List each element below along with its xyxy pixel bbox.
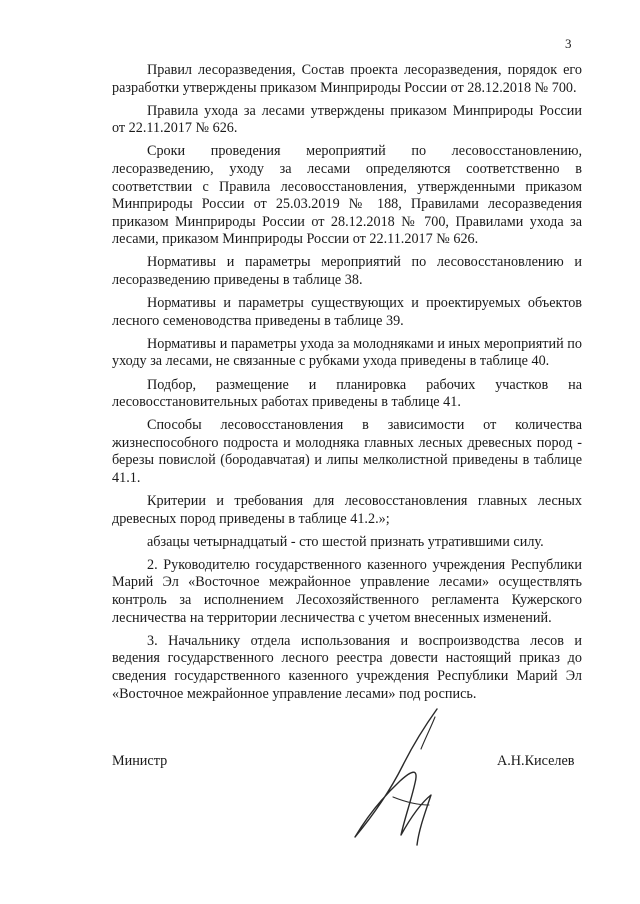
- document-body: [112, 62, 582, 709]
- paragraph-11: 2. Руководителю государственного казенного учреждения Республики Марий Эл «Восточное межрайонное управление лесами» осуществлять контроль за исполнением Лесохозяйственного регламента Кужерского лесничества на территории лесничества с учетом внесенных изменений.: [112, 556, 582, 626]
- paragraph-2: Правила ухода за лесами утверждены приказом Минприроды России от 22.11.2017 № 626.: [112, 102, 582, 137]
- paragraph-4: Нормативы и параметры мероприятий по лесовосстановлению и лесоразведению приведены в таблице 38.: [112, 254, 582, 289]
- paragraph-6: Нормативы и параметры ухода за молодняками и иных мероприятий по уходу за лесами, не связанные с рубками ухода приведены в таблице 40.: [112, 335, 582, 370]
- paragraph-1: Правил лесоразведения, Состав проекта лесоразведения, порядок его разработки утверждены приказом Минприроды России от 28.12.2018 № 700.: [112, 62, 582, 96]
- signatory-name: А.Н.Киселев: [497, 753, 575, 769]
- paragraph-12: 3. Начальнику отдела использования и воспроизводства лесов и ведения государственного лесного реестра довести настоящий приказ до сведения государственного казенного учреждения Республики Марий Эл «Восточное межрайонное управление лесами» под роспись.: [112, 632, 582, 702]
- paragraph-5: Нормативы и параметры существующих и проектируемых объектов лесного семеноводства приведены в таблице 39.: [112, 295, 582, 329]
- signatory-position: Министр: [112, 753, 168, 769]
- paragraph-9: Критерии и требования для лесовосстановления главных лесных древесных пород приведены в таблице 41.2.»;: [112, 493, 582, 527]
- paragraph-10: абзацы четырнадцатый - сто шестой признать утратившими силу.: [147, 533, 544, 550]
- paragraph-7: Подбор, размещение и планировка рабочих участков на лесовосстановительных работах приведены в таблице 41.: [112, 376, 582, 411]
- paragraph-3: Сроки проведения мероприятий по лесовосстановлению, лесоразведению, уходу за лесами определяются соответственно в соответствии с Правила лесовосстановления, утвержденными приказом Минприроды России от 25.03.2019 № 188, Правилами лесоразведения приказом Минприроды России от 28.12.2018 № 700, Правилами ухода за лесами, приказом Минприроды России от 22.11.2017 № 626.: [112, 143, 582, 248]
- page-number: 3: [565, 36, 572, 51]
- handwritten-signature: [345, 705, 445, 850]
- paragraph-8: Способы лесовосстановления в зависимости от количества жизнеспособного подроста и молодняка главных лесных древесных пород - березы повислой (бородавчатая) и липы мелколистной приведены в таблице 41.1.: [112, 417, 582, 486]
